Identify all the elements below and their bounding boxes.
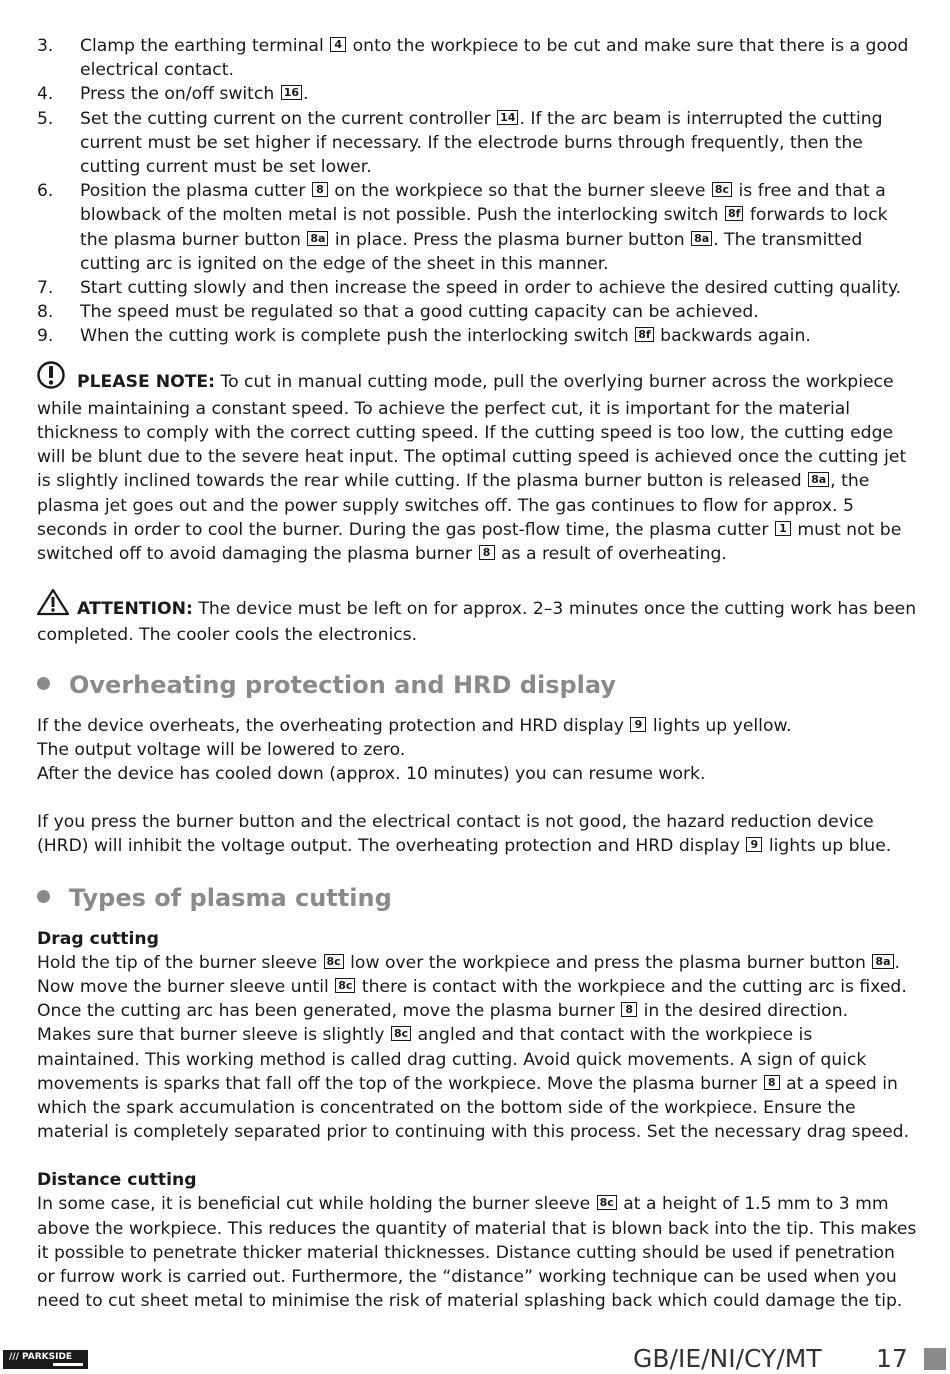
exclamation-icon	[37, 360, 71, 397]
note-label: PLEASE NOTE:	[77, 371, 216, 392]
drag-cutting-heading: Drag cutting	[37, 928, 159, 949]
part-reference-box: 8	[479, 545, 495, 560]
part-reference-box: 8c	[324, 954, 344, 969]
step-item: 5. Set the cutting current on the current controller 14 . If the arc beam is interrupted the cutting current must be set higher if necessary. If the electrode burns through frequently, then the cutting current must be set lower.	[37, 108, 883, 178]
part-reference-box: 8	[312, 182, 328, 197]
part-reference-box: 8c	[597, 1195, 617, 1210]
step-item: 7. Start cutting slowly and then increase the speed in order to achieve the desired cutting quality.	[37, 276, 917, 300]
part-reference-box: 8	[764, 1075, 780, 1090]
page-number: 17	[876, 1344, 908, 1373]
part-reference-box: 8a	[307, 231, 328, 246]
step-number: 6.	[37, 181, 54, 202]
section-title: Types of plasma cutting	[69, 883, 392, 912]
section-heading-overheating	[37, 668, 917, 702]
step-item: 9. When the cutting work is complete push the interlocking switch 8f backwards again.	[37, 324, 917, 348]
distance-cutting-paragraph: In some case, it is beneficial cut while holding the burner sleeve 8c at a height of 1.5 mm to 3 mm above the workpiece. This reduces the quantity of material that is blown back into the tip. This makes it possible to penetrate thicker material thicknesses. Distance cutting should be used if penetration or furrow work is carried out. Furthermore, the “distance” working technique can be used when you need to cut sheet metal to minimise the risk of material splashing back which could damage the tip.	[37, 1194, 917, 1312]
part-reference-box: 8	[621, 1002, 637, 1017]
step-number: 3.	[37, 36, 54, 56]
overheating-paragraph-1: If the device overheats, the overheating protection and HRD display 9 lights up yellow. The output voltage will be lowered to zero. After the device has cooled down (approx. 10 minutes) you can resume work.	[37, 715, 792, 785]
part-reference-box: 1	[775, 521, 791, 536]
step-item: 3. Clamp the earthing terminal 4 onto the workpiece to be cut and make sure that there is a good electrical contact.	[37, 36, 909, 81]
drag-cutting-paragraph: Hold the tip of the burner sleeve 8c low over the workpiece and press the plasma burner button 8a . Now move the burner sleeve until 8c there is contact with the workpiece and the cutting arc is fixed. Once the cutting arc has been generated, move the plasma burner 8 in the desired direction. Makes sure that burner sleeve is slightly 8c angled and that contact with the workpiece is maintained. This working method is called drag cutting. Avoid quick movements. A sign of quick movements is sparks that fall off the top of the workpiece. Move the plasma burner 8 at a speed in which the spark accumulation is concentrated on the bottom side of the workpiece. Ensure the material is completely separated prior to continuing with this process. Set the necessary drag speed.	[37, 952, 910, 1143]
attention-text: The device must be left on for approx. 2–3 minutes once the cutting work has been completed. The cooler cools the electronics.	[37, 599, 917, 646]
part-reference-box: 8a	[872, 954, 893, 969]
step-item: 6. Position the plasma cutter 8 on the workpiece so that the burner sleeve 8c is free and that a blowback of the molten metal is not possible. Push the interlocking switch 8f forwards to lock the plasma burner button 8a in place. Press the plasma burner button 8a . The transmitted cutting arc is ignited on the edge of the sheet in this manner.	[37, 181, 888, 274]
page-content	[37, 34, 917, 1313]
country-codes: GB/IE/NI/CY/MT	[633, 1344, 822, 1373]
section-heading-types	[37, 881, 917, 915]
part-reference-box: 16	[281, 85, 302, 100]
warning-triangle-icon	[37, 588, 71, 623]
part-reference-box: 8f	[725, 206, 743, 221]
part-reference-box: 8c	[335, 978, 355, 993]
section-title: Overheating protection and HRD display	[69, 670, 617, 699]
brand-text: /// PARKSIDE	[9, 1352, 73, 1362]
part-reference-box: 8f	[635, 327, 653, 342]
step-number: 9.	[37, 326, 54, 347]
steps-list	[37, 34, 917, 349]
attention-block	[37, 588, 917, 647]
logo-tag-strip	[53, 1363, 83, 1366]
part-reference-box: 8a	[691, 231, 712, 246]
overheating-paragraph-2: If you press the burner button and the electrical contact is not good, the hazard reduction device (HRD) will inhibit the voltage output. The overheating protection and HRD display 9 lights up blue.	[37, 812, 892, 857]
please-note-block	[37, 360, 917, 567]
note-text: To cut in manual cutting mode, pull the overlying burner across the workpiece while maintaining a constant speed. To achieve the perfect cut, it is important for the material thickness to comply with the correct cutting speed. If the cutting speed is too low, the cutting edge will be blunt due to the severe heat input. The optimal cutting speed is achieved once the cutting jet is slightly inclined towards the rear while cutting. If the plasma burner button is released 8a , the plasma jet goes out and the power supply switches off. The gas continues to flow for approx. 5 seconds in order to cool the burner. During the gas post-flow time, the plasma cutter 1 must not be switched off to avoid damaging the plasma burner 8 as a result of overheating.	[37, 371, 907, 565]
attention-label: ATTENTION:	[77, 599, 193, 620]
part-reference-box: 9	[746, 837, 762, 852]
footer-marker-square	[924, 1348, 946, 1370]
step-item: 8. The speed must be regulated so that a good cutting capacity can be achieved.	[37, 300, 917, 324]
part-reference-box: 8c	[712, 182, 732, 197]
distance-cutting-heading: Distance cutting	[37, 1170, 197, 1191]
step-number: 7.	[37, 278, 54, 299]
part-reference-box: 4	[330, 37, 346, 52]
step-item: 4. Press the on/off switch 16 .	[37, 82, 917, 106]
parkside-logo	[3, 1350, 88, 1369]
bullet-icon	[37, 677, 50, 690]
step-number: 5.	[37, 108, 54, 129]
step-number: 8.	[37, 302, 54, 323]
part-reference-box: 9	[630, 717, 646, 732]
part-reference-box: 14	[497, 110, 518, 125]
part-reference-box: 8a	[808, 472, 829, 487]
bullet-icon	[37, 890, 50, 903]
part-reference-box: 8c	[391, 1026, 411, 1041]
step-number: 4.	[37, 84, 54, 105]
